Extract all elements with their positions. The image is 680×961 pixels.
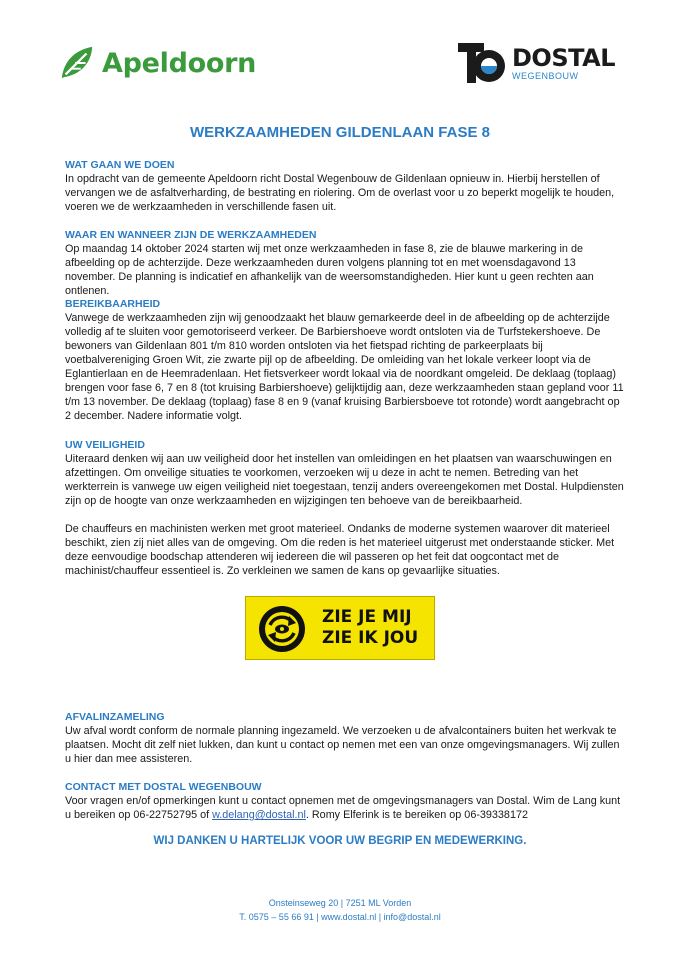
section-wat-gaan-we-doen: [65, 158, 625, 214]
eye-contact-icon: [258, 605, 306, 653]
section-paragraph: Op maandag 14 oktober 2024 starten wij met onze werkzaamheden in fase 8, zie de blauwe markering in de afbeelding op de achterzijde. Deze werkzaamheden duren volgens planning tot en met woensdagavond 13 november. De planning is indicatief en afhankelijk van de weersomstandigheden. Hier kunt u geen rechten aan ontlenen.: [65, 243, 594, 297]
section-uw-veiligheid: [65, 438, 625, 578]
footer-contact: T. 0575 – 55 66 91 | www.dostal.nl | info@dostal.nl: [239, 912, 441, 922]
contact-paragraph: [65, 794, 625, 822]
section-paragraph: Vanwege de werkzaamheden zijn wij genoodzaakt het blauw gemarkeerde deel in de afbeelding op de achterzijde volledig af te sluiten voor gemotoriseerd verkeer. De Barbiershoeve wordt ontsloten via de Turfstekershoeve. De bewoners van Gildenlaan 801 t/m 810 worden ontsloten via het fietspad richting de parkeerplaats bij voetbalvereniging Groen Wit, zie zwarte pijl op de afbeelding. De omleiding van het lokale verkeer loopt via de Eglantierlaan en de Heemradenlaan. Het fietsverkeer wordt lokaal via de noordkant omgeleid. De deklaag (toplaag) brengen voor fase 6, 7 en 8 (tot kruising Barbiershoeve) gelijktijdig aan, deze werkzaamheden staan gepland voor 11 t/m 13 november. De deklaag (toplaag) fase 8 en 9 (vanaf kruising Barbiersboeve tot rotonde) wordt aangebracht op 2 december. Nadere informatie volgt.: [65, 312, 624, 422]
dostal-logo-sub: WEGENBOUW: [512, 70, 579, 81]
thanks-line: WIJ DANKEN U HARTELIJK VOOR UW BEGRIP EN MEDEWERKING.: [153, 835, 527, 847]
dostal-mark-icon: [458, 40, 508, 86]
section-paragraph: Uiteraard denken wij aan uw veiligheid door het instellen van omleidingen en het plaatsen van waarschuwingen en afzettingen. Om onveilige situaties te voorkomen, verzoeken wij u deze in acht te nemen. Betreding van het werkterrein is vanwege uw eigen veiligheid niet toegestaan, tenzij anders overeengekomen met Dostal. Hulpdiensten zijn op de hoogte van onze werkzaamheden en wijzigingen ten behoeve van de bereikbaarheid.: [65, 453, 624, 507]
section-paragraph: In opdracht van de gemeente Apeldoorn richt Dostal Wegenbouw de Gildenlaan opnieuw in. Hierbij herstellen of vervangen we de asfaltverharding, de bestrating en riolering. Om de overlast voor u zo beperkt mogelijk te houden, voeren we de werkzaamheden in verschillende fasen uit.: [65, 173, 615, 213]
apeldoorn-logo-text: Apeldoorn: [102, 47, 257, 79]
apeldoorn-logo: [58, 42, 256, 84]
footer: [0, 896, 680, 924]
section-heading: BEREIKBAARHEID: [65, 298, 161, 310]
section-heading: CONTACT MET DOSTAL WEGENBOUW: [65, 781, 262, 793]
dostal-logo-name: DOSTAL: [512, 43, 615, 72]
email-link[interactable]: w.delang@dostal.nl: [212, 809, 306, 821]
contact-text-after: . Romy Elferink is te bereiken op 06-39338172: [305, 809, 528, 821]
footer-address: Onsteinseweg 20 | 7251 ML Vorden: [268, 898, 412, 908]
section-afvalinzameling: [65, 710, 625, 766]
section-paragraph: De chauffeurs en machinisten werken met groot materieel. Ondanks de moderne systemen waarover dit materieel beschikt, zien zij niet alles van de omgeving. Om die reden is het materieel uitgerust met onderstaande sticker. Met deze eenvoudige boodschap attenderen wij iedereen die wil passeren op het feit dat oogcontact met de machinist/chauffeur essentieel is. Zo verkleinen we samen de kans op gevaarlijke situaties.: [65, 523, 615, 577]
sticker-line-2: ZIE IK JOU: [322, 628, 419, 648]
zie-je-mij-sticker: [245, 596, 435, 660]
section-contact: [65, 780, 625, 822]
sticker-line-1: ZIE JE MIJ: [322, 607, 412, 627]
leaf-icon: [58, 43, 96, 83]
section-heading: AFVALINZAMELING: [65, 711, 165, 723]
section-heading: WAT GAAN WE DOEN: [65, 159, 175, 171]
section-bereikbaarheid: [65, 297, 625, 423]
section-heading: UW VEILIGHEID: [65, 439, 145, 451]
section-paragraph: Uw afval wordt conform de normale planning ingezameld. We verzoeken u de afvalcontainers buiten het werkvak te plaatsen. Mocht dit zelf niet lukken, dan kunt u contact op nemen met een van onze omgevingsmanagers. Wij zullen u hier dan mee assisteren.: [65, 725, 620, 765]
dostal-logo: [458, 40, 615, 86]
section-heading: WAAR EN WANNEER ZIJN DE WERKZAAMHEDEN: [65, 229, 317, 241]
contact-text-before: Voor vragen en/of opmerkingen kunt u contact opnemen met de omgevingsmanagers van Dostal. Wim de Lang kunt u bereiken op 06-22752795 of: [65, 795, 621, 821]
page-title: WERKZAAMHEDEN GILDENLAAN FASE 8: [189, 124, 490, 141]
section-waar-en-wanneer: [65, 228, 625, 298]
